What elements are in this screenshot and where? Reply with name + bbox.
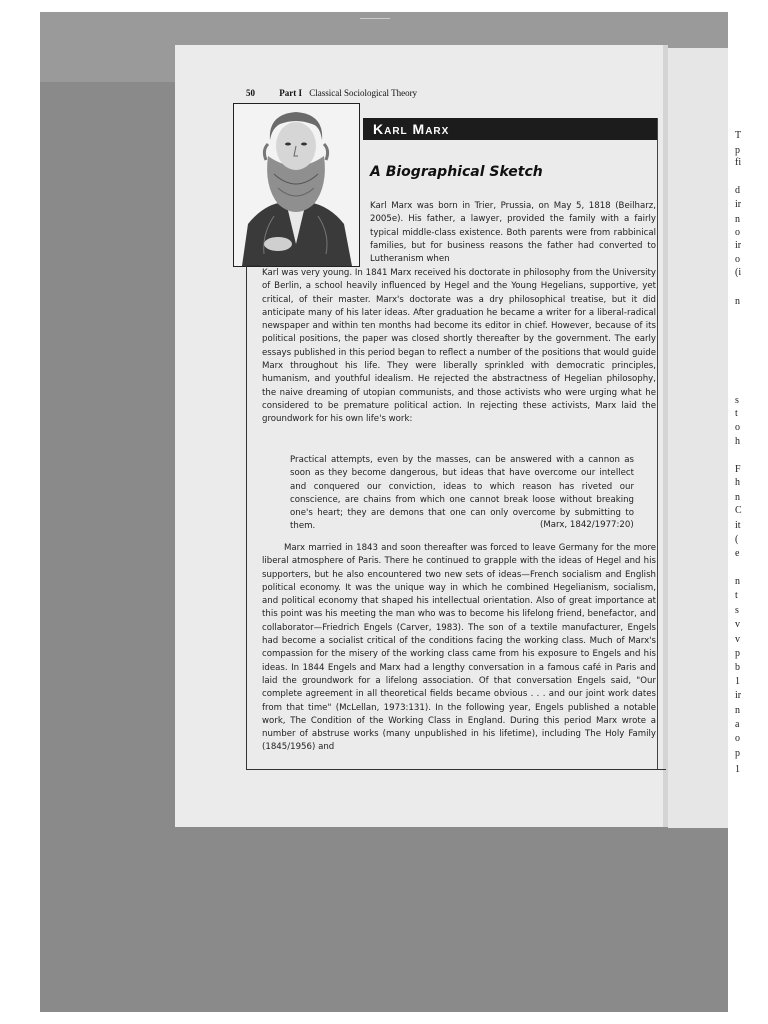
facing-page-fragment: h bbox=[735, 477, 740, 488]
running-header bbox=[246, 88, 417, 98]
box-rule-right bbox=[657, 118, 658, 770]
facing-page-fragment: o bbox=[735, 227, 740, 238]
intro-paragraph bbox=[370, 200, 656, 266]
facing-page-fragment: 1 bbox=[735, 764, 740, 775]
facing-page-fragment: n bbox=[735, 705, 740, 716]
facing-page-fragment: n bbox=[735, 296, 740, 307]
facing-page-fragment: h bbox=[735, 436, 740, 447]
intro-text: Karl Marx was born in Trier, Prussia, on May 5, 1818 (Beilharz, 2005e). His father, a lawyer, provided the family with a fairly typical middle-class existence. Both parents were from rabbinical families, but for business reasons the father had converted to Lutheranism when bbox=[370, 201, 656, 265]
facing-page-fragment: b bbox=[735, 662, 740, 673]
facing-page-fragment: o bbox=[735, 733, 740, 744]
facing-page-fragment: o bbox=[735, 254, 740, 265]
facing-page-fragment: p bbox=[735, 145, 740, 156]
facing-page bbox=[668, 48, 728, 828]
body-paragraph-1 bbox=[262, 267, 656, 427]
box-rule-bottom bbox=[246, 769, 666, 770]
facing-page-fragment: T bbox=[735, 130, 742, 141]
facing-page-fragment: v bbox=[735, 619, 740, 630]
body-text-2: Marx married in 1843 and soon thereafter was forced to leave Germany for the more liberal atmosphere of Paris. There he continued to grapple with the ideas of Hegel and his supporters, but he also encountered two new sets of ideas—French socialism and English political economy. It was the unique way in which he combined Hegelianism, socialism, and political economy that shaped his intellectual orientation. Also of great importance at this point was his meeting the man who was to become his lifelong friend, benefactor, and collaborator—Friedrich Engels (Carver, 1983). The son of a textile manufacturer, Engels had become a socialist critical of the conditions facing the working class. Much of Marx's compassion for the misery of the working class came from his exposure to Engels and his ideas. In 1844 Engels and Marx had a lengthy conversation in a famous café in Paris and laid the groundwork for a lifelong association. Of that conversation Engels said, "Our complete agreement in all theoretical fields became obvious . . . and our joint work dates from that time" (McLellan, 1973:131). In the following year, Engels published a notable work, The Condition of the Working Class in England. During this period Marx wrote a number of abstruse works (many unpublished in his lifetime), including The Holy Family (1845/1956) and bbox=[262, 543, 656, 753]
section-title: A Biographical Sketch bbox=[370, 164, 543, 180]
facing-page-fragment: v bbox=[735, 634, 740, 645]
box-rule-left bbox=[246, 265, 247, 770]
facing-page-fragment: 1 bbox=[735, 676, 740, 687]
facing-page-fragment: ir bbox=[735, 690, 742, 701]
facing-page-fragment: n bbox=[735, 492, 740, 503]
facing-page-fragment: d bbox=[735, 185, 740, 196]
facing-page-fragment: fi bbox=[735, 157, 742, 168]
body-text-1: Karl was very young. In 1841 Marx received his doctorate in philosophy from the University of Berlin, a school heavily influenced by Hegel and the Young Hegelians, supportive, yet critical, of their master. Marx's doctorate was a dry philosophical treatise, but it did anticipate many of his later ideas. After graduation he became a writer for a liberal-radical newspaper and within ten months had become its editor in chief. However, because of its political positions, the paper was closed shortly thereafter by the government. The early essays published in this period began to reflect a number of the positions that would guide Marx throughout his life. They were liberally sprinkled with democratic principles, humanism, and youthful idealism. He rejected the abstractness of Hegelian philosophy, the naive dreaming of utopian communists, and those activists who were urging what he considered to be premature political action. In rejecting these activists, Marx laid the groundwork for his own life's work: bbox=[262, 268, 656, 425]
facing-page-fragment: ( bbox=[735, 534, 739, 545]
facing-page-fragment: (i bbox=[735, 267, 742, 278]
body-paragraph-2 bbox=[262, 542, 656, 755]
part-title: Classical Sociological Theory bbox=[309, 88, 418, 98]
facing-page-fragment: p bbox=[735, 748, 740, 759]
facing-page-fragment: o bbox=[735, 422, 740, 433]
part-label: Part I bbox=[279, 88, 302, 98]
portrait-engraving-icon bbox=[234, 104, 359, 266]
facing-page-fragment: s bbox=[735, 605, 739, 616]
quote-text: Practical attempts, even by the masses, can be answered with a cannon as soon as they become dangerous, but ideas that have overcome our intellect and conquered our conviction, ideas to which reason has riveted our conscience, are chains from which one cannot break loose without breaking one's heart; they are demons that one can only overcome by submitting to them. bbox=[290, 455, 634, 532]
facing-page-fragment: n bbox=[735, 576, 740, 587]
facing-page-fragment: n bbox=[735, 214, 740, 225]
facing-page-fragment: C bbox=[735, 505, 742, 516]
facing-page-fragment: t bbox=[735, 590, 738, 601]
chapter-title-bar: Karl Marx bbox=[363, 118, 657, 140]
quote-citation: (Marx, 1842/1977:20) bbox=[540, 520, 634, 530]
portrait-frame bbox=[233, 103, 360, 267]
facing-page-fragment: it bbox=[735, 520, 741, 531]
facing-page-fragment: F bbox=[735, 464, 741, 475]
facing-page-fragment: a bbox=[735, 719, 740, 730]
facing-page-fragment: t bbox=[735, 408, 738, 419]
box-rule-top bbox=[246, 265, 260, 266]
scan-artifact bbox=[360, 18, 390, 19]
page-gutter bbox=[663, 45, 668, 827]
page-number: 50 bbox=[246, 88, 255, 98]
facing-page-fragment: ir bbox=[735, 199, 742, 210]
facing-page-fragment: p bbox=[735, 648, 740, 659]
facing-page-fragment: ir bbox=[735, 240, 742, 251]
facing-page-fragment: s bbox=[735, 395, 739, 406]
facing-page-fragment: e bbox=[735, 548, 740, 559]
